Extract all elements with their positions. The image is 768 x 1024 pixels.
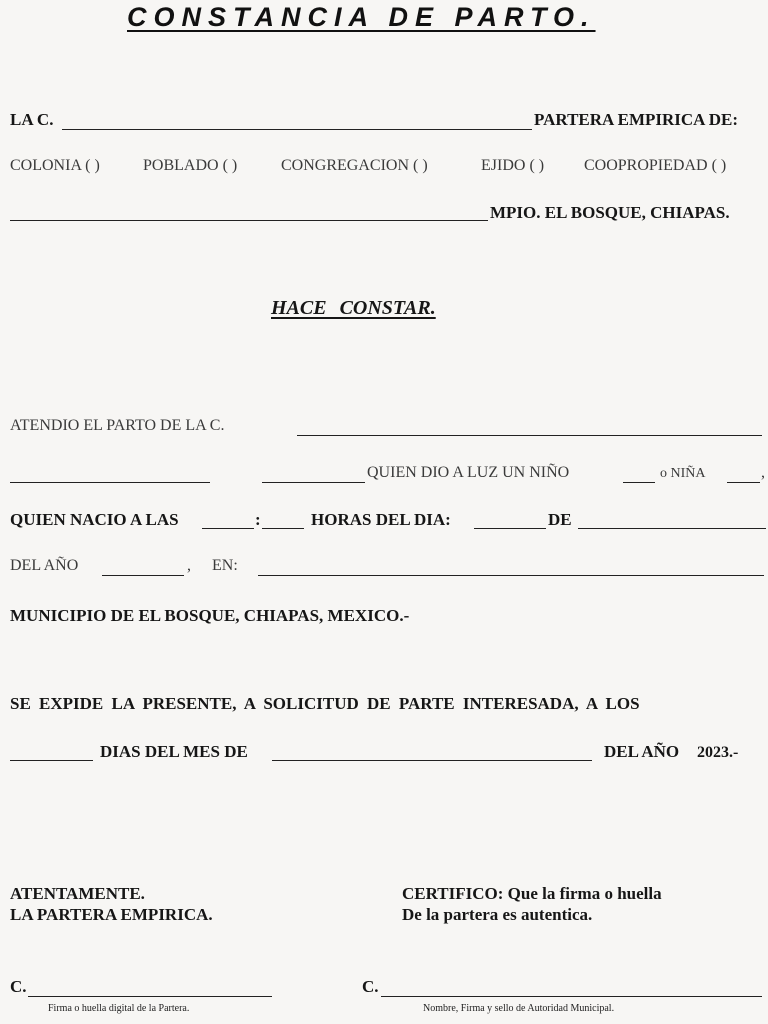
time-colon: :: [255, 510, 261, 529]
midwife-signature-caption: Firma o huella digital de la Partera.: [48, 1003, 190, 1014]
month-line[interactable]: [578, 528, 766, 529]
mother-name-line-3[interactable]: [262, 482, 365, 483]
issue-line: SE EXPIDE LA PRESENTE, A SOLICITUD DE PARTE INTERESADA, A LOS: [10, 694, 640, 713]
place-line[interactable]: [258, 575, 764, 576]
girl-mark-line[interactable]: [727, 482, 760, 483]
partera-empirica-label: PARTERA EMPIRICA DE:: [534, 110, 739, 129]
born-at-label: QUIEN NACIO A LAS: [10, 510, 179, 529]
year-label: DEL AÑO: [10, 557, 79, 574]
mother-name-line-2[interactable]: [10, 482, 210, 483]
hour-line[interactable]: [202, 528, 254, 529]
minute-line[interactable]: [262, 528, 304, 529]
authentic-text: De la partera es autentica.: [402, 905, 593, 924]
mother-name-line[interactable]: [297, 435, 762, 436]
mpio-label: MPIO. EL BOSQUE, CHIAPAS.: [490, 203, 730, 222]
option-coopropiedad[interactable]: COOPROPIEDAD ( ): [584, 157, 727, 174]
issue-day-line[interactable]: [10, 760, 93, 761]
issue-year-label: DEL AÑO: [604, 742, 680, 761]
authority-signature-caption: Nombre, Firma y sello de Autoridad Municipal.: [423, 1003, 615, 1014]
municipality-text: MUNICIPIO DE EL BOSQUE, CHIAPAS, MEXICO.-: [10, 606, 410, 625]
document-title: CONSTANCIA DE PARTO.: [127, 2, 596, 32]
right-c-label: C.: [362, 977, 379, 996]
atentamente-text: ATENTAMENTE.: [10, 884, 145, 903]
hace-constar-heading: HACE CONSTAR.: [271, 297, 436, 319]
day-label: HORAS DEL DIA:: [311, 510, 451, 529]
authority-signature-line[interactable]: [381, 996, 762, 997]
la-c-label: LA C.: [10, 110, 54, 129]
option-poblado[interactable]: POBLADO ( ): [143, 157, 238, 174]
issue-month-line[interactable]: [272, 760, 592, 761]
option-colonia[interactable]: COLONIA ( ): [10, 157, 100, 174]
day-line[interactable]: [474, 528, 546, 529]
en-label: EN:: [212, 557, 238, 574]
certifico-text: CERTIFICO: Que la firma o huella: [402, 884, 662, 903]
partera-empirica-text: LA PARTERA EMPIRICA.: [10, 905, 213, 924]
midwife-signature-line[interactable]: [28, 996, 272, 997]
option-congregacion[interactable]: CONGREGACION ( ): [281, 157, 428, 174]
attended-label: ATENDIO EL PARTO DE LA C.: [10, 417, 225, 434]
year-line[interactable]: [102, 575, 184, 576]
days-of-month-label: DIAS DEL MES DE: [100, 742, 248, 761]
midwife-name-line[interactable]: [62, 129, 532, 130]
issue-year-value: 2023.-: [697, 744, 739, 761]
de-label: DE: [548, 510, 572, 529]
boy-mark-line[interactable]: [623, 482, 655, 483]
option-ejido[interactable]: EJIDO ( ): [481, 157, 545, 174]
birth-comma: ,: [761, 464, 765, 481]
girl-label: o NIÑA: [660, 466, 706, 481]
gave-birth-label: QUIEN DIO A LUZ UN NIÑO: [367, 464, 570, 481]
year-comma: ,: [187, 557, 191, 574]
locality-line[interactable]: [10, 220, 488, 221]
left-c-label: C.: [10, 977, 27, 996]
